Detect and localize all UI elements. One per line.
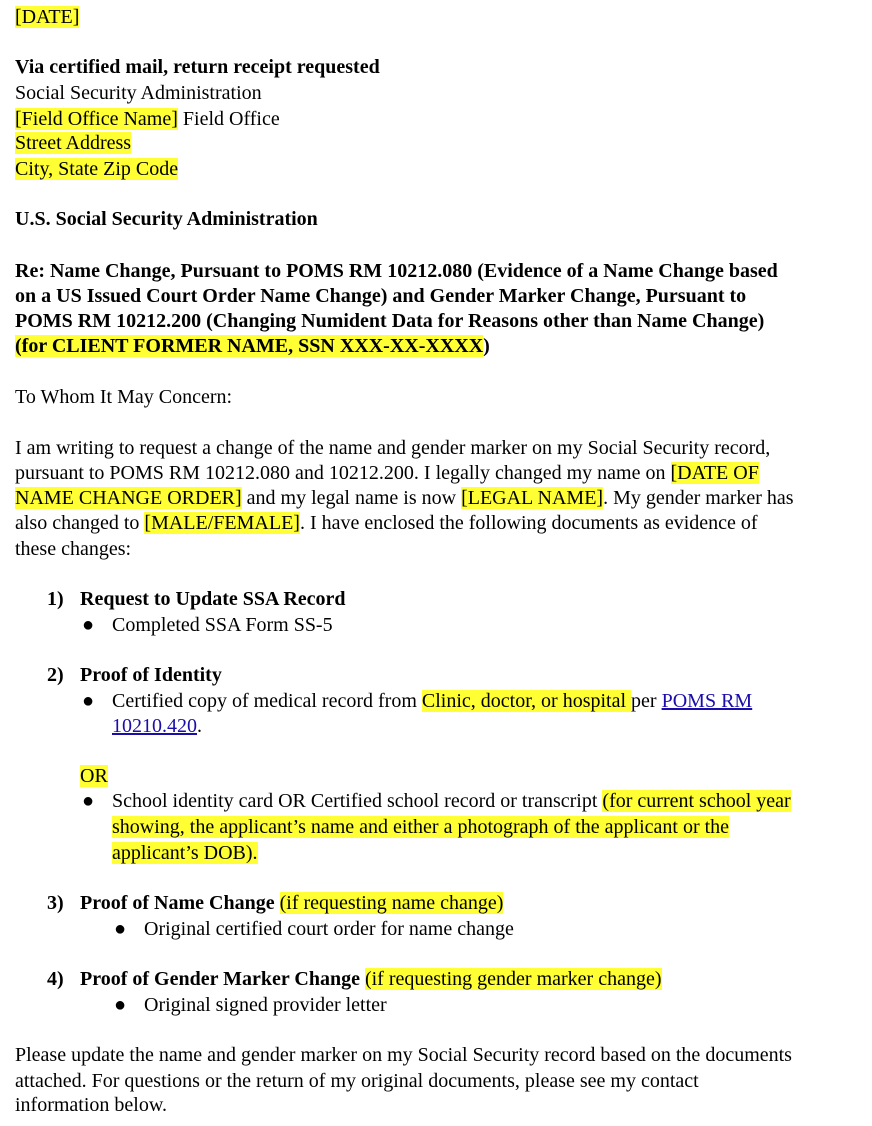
delivery-note: Via certified mail, return receipt requested [15,56,380,78]
section-4-title: Proof of Gender Marker Change [80,968,360,990]
subject-line-3: POMS RM 10212.200 (Changing Numident Data for Reasons other than Name Change) [15,310,765,332]
section-4-number: 4) [47,968,64,990]
bullet-icon: ● [114,994,127,1016]
date-line [15,5,79,30]
medical-provider-placeholder: Clinic, doctor, or hospital [421,690,632,712]
bullet-icon: ● [82,790,95,812]
legal-name-placeholder: [LEGAL NAME] [461,487,604,509]
bullet-icon: ● [82,690,95,712]
street-placeholder: Street Address [15,132,132,154]
city-state-zip-placeholder: City, State Zip Code [15,158,179,180]
section-3-heading [80,891,503,916]
intro-line-5: these changes: [15,538,132,560]
section-2-bullet-b-cont-1: showing, the applicant’s name and either a photograph of the applicant or the [112,816,730,838]
field-office-suffix: Field Office [177,108,280,130]
intro-line-2: pursuant to POMS RM 10212.080 and 10212.200. I legally changed my name on [DATE OF [15,462,759,484]
client-name-ssn-placeholder: (for CLIENT FORMER NAME, SSN XXX-XX-XXXX [15,335,484,357]
section-4-bullet: ● Original signed provider letter [114,993,124,1018]
subject-line-2: on a US Issued Court Order Name Change) and Gender Marker Change, Pursuant to [15,285,747,307]
intro-line-4: also changed to [MALE/FEMALE]. I have enclosed the following documents as evidence of [15,512,758,534]
section-4-note: (if requesting gender marker change) [364,968,662,990]
subject-line-1: Re: Name Change, Pursuant to POMS RM 10212.080 (Evidence of a Name Change based [15,260,778,282]
bullet-icon: ● [82,614,95,636]
section-2-number: 2) [47,664,64,686]
poms-rm-link-cont[interactable]: 10210.420 [112,715,197,737]
section-1-number: 1) [47,588,64,610]
section-3-note: (if requesting name change) [279,892,504,914]
poms-rm-link[interactable]: POMS RM [661,690,753,712]
recipient: U.S. Social Security Administration [15,208,318,230]
intro-line-3: NAME CHANGE ORDER] and my legal name is now [LEGAL NAME]. My gender marker has [15,487,794,509]
section-2-bullet-b-cont-2: applicant’s DOB). [112,842,258,864]
section-4-heading [80,967,662,992]
salutation: To Whom It May Concern: [15,386,233,408]
closing-line-1: Please update the name and gender marker on my Social Security record based on the documents [15,1044,792,1066]
name-change-order-placeholder: NAME CHANGE ORDER] [15,487,242,509]
section-3-number: 3) [47,892,64,914]
section-2-bullet-b: ● School identity card OR Certified school record or transcript (for current school year [82,789,92,814]
section-2-title: Proof of Identity [80,664,222,686]
subject-line-4: (for CLIENT FORMER NAME, SSN XXX-XX-XXXX) [15,335,490,357]
section-3-bullet: ● Original certified court order for name change [114,917,124,942]
agency-name: Social Security Administration [15,82,262,104]
section-2-bullet-a-cont: 10210.420. [112,715,202,737]
date-placeholder: [DATE] [15,6,80,28]
field-office-placeholder: [Field Office Name] [15,108,178,130]
school-record-note: (for current school year [602,790,791,812]
intro-line-1: I am writing to request a change of the name and gender marker on my Social Security record, [15,437,771,459]
section-2-bullet-a: ● Certified copy of medical record from Clinic, doctor, or hospital per POMS RM [82,689,92,714]
or-label: OR [80,765,108,787]
section-1-bullet: ● Completed SSA Form SS-5 [82,613,92,638]
field-office-line [15,107,280,132]
closing-line-3: information below. [15,1094,168,1116]
section-3-title: Proof of Name Change [80,892,275,914]
name-change-date-placeholder: [DATE OF [670,462,759,484]
section-1-title: Request to Update SSA Record [80,588,346,610]
street-line [15,131,131,156]
gender-placeholder: [MALE/FEMALE] [144,512,300,534]
closing-line-2: attached. For questions or the return of my original documents, please see my contact [15,1070,699,1092]
city-line [15,157,178,182]
bullet-icon: ● [114,918,127,940]
